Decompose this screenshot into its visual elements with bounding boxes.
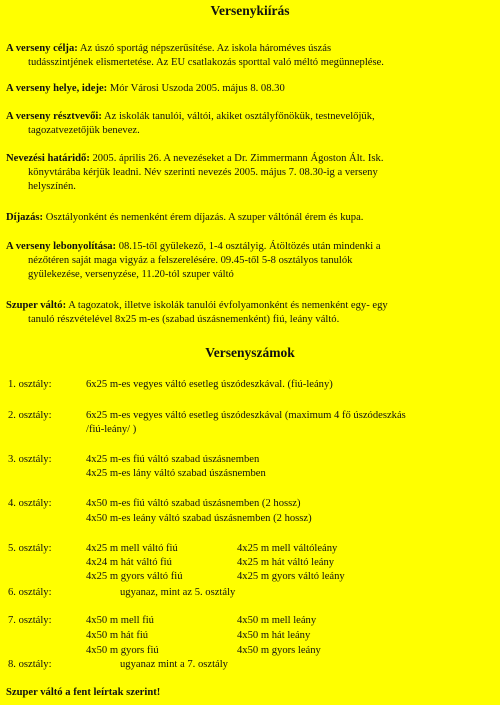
class-label: 5. osztály: <box>8 543 52 554</box>
info-text: 08.15-től gyülekező, 1-4 osztályig. Átöltözés után mindenki a <box>116 241 381 252</box>
info-text: tudásszintjének elismertetése. Az EU csatlakozás sporttal való méltó megünneplése. <box>28 57 384 68</box>
event-line: 4x25 m hát váltó leány <box>237 557 335 568</box>
info-text: Osztályonként és nemenként érem díjazás. A szuper váltónál érem és kupa. <box>43 212 364 223</box>
info-text: 2005. április 26. A nevezéseket a Dr. Zimmermann Ágoston Ált. Isk. <box>89 153 384 164</box>
event-line: ugyanaz mint a 7. osztály <box>120 659 228 670</box>
event-line: 4x25 m mell váltóleány <box>237 543 338 554</box>
info-label: A verseny lebonyolítása: <box>6 241 117 252</box>
event-line: 6x25 m-es vegyes váltó esetleg úszódeszkával (maximum 4 fő úszódeszkás <box>86 410 406 421</box>
event-line: /fiú-leány/ ) <box>86 424 137 435</box>
class-label: 4. osztály: <box>8 498 52 509</box>
class-label: 6. osztály: <box>8 587 52 598</box>
info-participants <box>6 110 494 138</box>
info-text: Mór Városi Uszoda 2005. május 8. 08.30 <box>107 83 285 94</box>
event-line: ugyanaz, mint az 5. osztály <box>120 587 236 598</box>
event-line: 4x25 m gyors váltó leány <box>237 571 345 582</box>
info-text: A tagozatok, illetve iskolák tanulói évfolyamonként és nemenként egy- egy <box>66 300 388 311</box>
events-title: Versenyszámok <box>205 345 295 360</box>
event-line: 4x50 m hát fiú <box>86 630 149 641</box>
info-label: A verseny célja: <box>6 43 78 54</box>
page-title: Versenykiírás <box>210 3 290 18</box>
info-text: gyülekezése, versenyzése, 11.20-tól szuper váltó <box>28 269 234 280</box>
event-line: 4x24 m hát váltó fiú <box>86 557 172 568</box>
info-text: Az iskolák tanulói, váltói, akiket osztályfőnökük, testnevelőjük, <box>101 111 375 122</box>
info-text: helyszínén. <box>28 181 76 192</box>
info-awards <box>6 211 494 225</box>
event-line: 4x25 m gyors váltó fiú <box>86 571 183 582</box>
info-label: Nevezési határidő: <box>6 153 90 164</box>
event-line: 4x50 m hát leány <box>237 630 311 641</box>
info-deadline <box>6 152 494 194</box>
info-label: A verseny résztvevői: <box>6 111 102 122</box>
info-goal <box>6 42 494 70</box>
class-label: 8. osztály: <box>8 659 52 670</box>
info-super-relay <box>6 299 494 327</box>
info-label: A verseny helye, ideje: <box>6 83 108 94</box>
event-line: 4x50 m-es fiú váltó szabad úszásnemben (2 hossz) <box>86 498 301 509</box>
info-place-time <box>6 82 494 96</box>
event-line: 6x25 m-es vegyes váltó esetleg úszódeszkával. (fiú-leány) <box>86 379 333 390</box>
event-line: 4x50 m gyors leány <box>237 645 321 656</box>
info-text: tanuló részvételével 8x25 m-es (szabad úszásnemenként) fiú, leány váltó. <box>28 314 340 325</box>
event-line: 4x50 m mell fiú <box>86 615 154 626</box>
info-text: nézőtéren saját maga vigyáz a felszerelésére. 09.45-től 5-8 osztályos tanulók <box>28 255 353 266</box>
event-line: 4x25 m mell váltó fiú <box>86 543 178 554</box>
event-line: 4x25 m-es fiú váltó szabad úszásnemben <box>86 454 260 465</box>
event-line: 4x50 m mell leány <box>237 615 317 626</box>
footer-note: Szuper váltó a fent leírtak szerint! <box>6 687 161 698</box>
class-label: 2. osztály: <box>8 410 52 421</box>
info-text: Az úszó sportág népszerűsítése. Az iskola hároméves úszás <box>77 43 332 54</box>
info-text: tagozatvezetőjük benevez. <box>28 125 140 136</box>
event-line: 4x50 m-es leány váltó szabad úszásnemben (2 hossz) <box>86 513 312 524</box>
info-label: Díjazás: <box>6 212 44 223</box>
info-text: könyvtárába kérjük leadni. Név szerinti nevezés 2005. május 7. 08.30-ig a verseny <box>28 167 378 178</box>
event-line: 4x25 m-es lány váltó szabad úszásnemben <box>86 468 266 479</box>
info-schedule <box>6 240 494 282</box>
class-label: 1. osztály: <box>8 379 52 390</box>
event-line: 4x50 m gyors fiú <box>86 645 159 656</box>
class-label: 3. osztály: <box>8 454 52 465</box>
info-label: Szuper váltó: <box>6 300 67 311</box>
class-label: 7. osztály: <box>8 615 52 626</box>
